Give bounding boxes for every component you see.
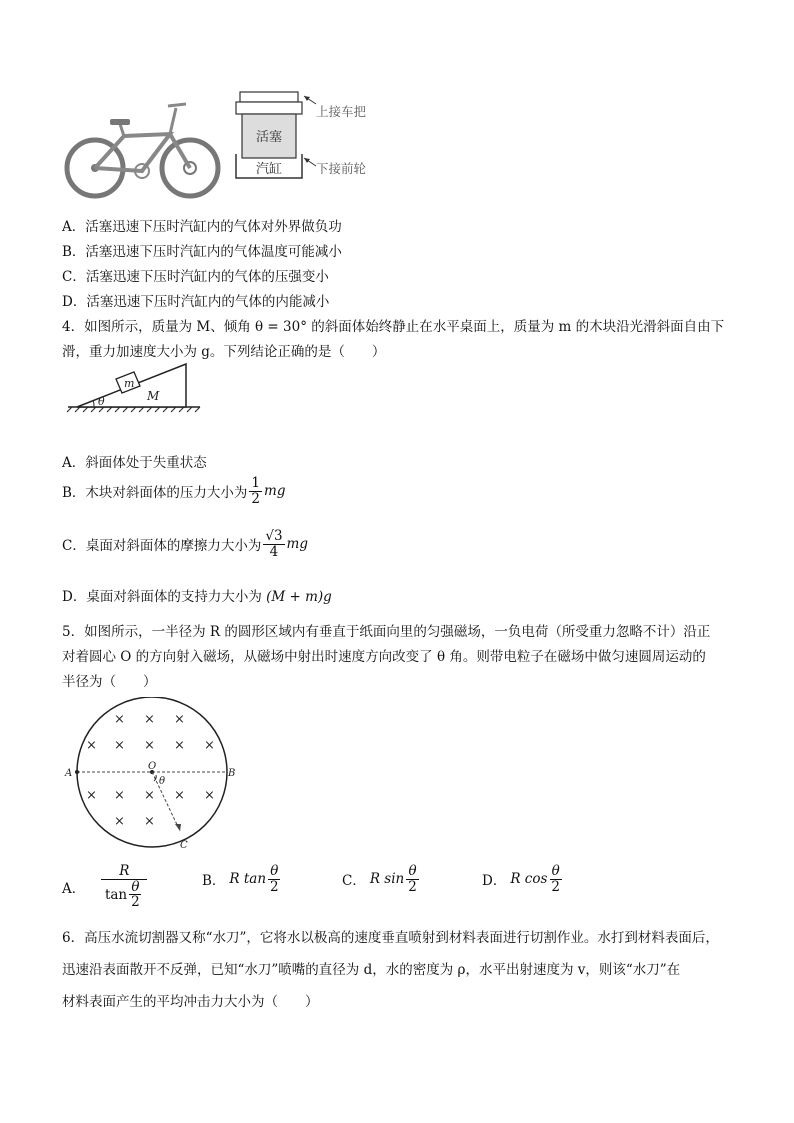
q5-option-b-fn: R tan (229, 871, 267, 887)
frac-den: 2 (131, 894, 140, 911)
q4-option-d-tail: (M + m)g (266, 589, 332, 605)
point-b-label: B (228, 768, 236, 779)
frac-den: 2 (551, 878, 560, 895)
frac-num: θ (270, 862, 279, 879)
frac-num: θ (551, 862, 560, 879)
q5-option-d[interactable] (482, 857, 564, 901)
frac-num: √3 (265, 527, 283, 544)
incline-figure (62, 362, 207, 442)
cylinder-label: 汽缸 (255, 162, 283, 177)
cross-mark: × (114, 738, 125, 753)
q5-option-d-fraction (549, 864, 562, 895)
incline-theta-label: θ (98, 395, 105, 408)
frac-num: θ (408, 862, 417, 879)
piston-label: 活塞 (255, 130, 283, 145)
frac-den: 2 (270, 878, 279, 895)
q5-option-a-label: A． (62, 881, 86, 897)
q5-stem-line1: 5．如图所示，一半径为 R 的圆形区域内有垂直于纸面向里的匀强磁场，一负电荷（所受重力忽略不计）沿正 (62, 624, 711, 640)
cross-mark: × (174, 738, 185, 753)
upper-connect-label: 上接车把 (316, 104, 367, 119)
q6-stem-line2: 迅速沿表面散开不反弹，已知“水刀”喷嘴的直径为 d，水的密度为 ρ，水平出射速度为 v，则该“水刀”在 (62, 962, 681, 978)
inner-fraction (129, 880, 142, 911)
q3-option-a[interactable]: A．活塞迅速下压时汽缸内的气体对外界做负功 (62, 219, 342, 235)
point-a-label: A (65, 768, 73, 779)
incline-M-label: M (147, 389, 160, 403)
cross-mark: × (144, 788, 155, 803)
q5-option-b-fraction (268, 864, 281, 895)
q4-option-c-text: C．桌面对斜面体的摩擦力大小为 (62, 538, 262, 554)
q5-stem-line3: 半径为（ ） (62, 674, 157, 690)
frac-den: 2 (408, 878, 417, 895)
q4-stem-line1: 4．如图所示，质量为 M、倾角 θ = 30° 的斜面体始终静止在水平桌面上，质量为 m 的木块沿光滑斜面自由下 (62, 319, 725, 335)
q5-option-c-fraction (406, 864, 419, 895)
incline-m-label: m (124, 377, 135, 390)
q5-stem-line2: 对着圆心 O 的方向射入磁场，从磁场中射出时速度方向改变了 θ 角。则带电粒子在磁场中做匀速圆周运动的 (62, 649, 706, 665)
frac-num: R (101, 864, 147, 880)
q5-option-b-label: B． (202, 873, 226, 889)
q3-option-b[interactable]: B．活塞迅速下压时汽缸内的气体温度可能减小 (62, 244, 342, 260)
frac-den: 4 (269, 543, 279, 560)
q4-option-b-fraction (249, 476, 262, 507)
frac-den: 2 (251, 490, 261, 507)
q4-option-a[interactable]: A．斜面体处于失重状态 (62, 455, 207, 471)
q4-option-b-tail: mg (264, 483, 286, 499)
q4-option-d[interactable] (62, 585, 332, 605)
cross-mark: × (204, 788, 215, 803)
frac-num: 1 (251, 474, 261, 491)
q6-stem-line1: 6．高压水流切割器又称“水刀”，它将水以极高的速度垂直喷射到材料表面进行切割作业。水打到材料表面后， (62, 930, 719, 946)
q6-stem-line3: 材料表面产生的平均冲击力大小为（ ） (62, 994, 319, 1010)
q5-option-d-label: D． (482, 873, 507, 889)
q3-option-c[interactable]: C．活塞迅速下压时汽缸内的气体的压强变小 (62, 269, 329, 285)
frac-den (103, 880, 146, 911)
lower-connect-label: 下接前轮 (316, 161, 367, 176)
q5-option-b[interactable] (202, 857, 283, 901)
q3-option-d[interactable]: D．活塞迅速下压时汽缸内的气体的内能减小 (62, 294, 330, 310)
point-c-label: C (180, 840, 188, 851)
cross-mark: × (144, 712, 155, 727)
q4-option-b[interactable] (62, 473, 285, 509)
cross-mark: × (144, 814, 155, 829)
q4-option-c-fraction (263, 529, 284, 560)
theta-label: θ (159, 776, 166, 787)
q5-option-c[interactable] (342, 857, 421, 901)
q5-option-d-fn: R cos (510, 871, 548, 887)
cross-mark: × (86, 788, 97, 803)
cross-mark: × (114, 712, 125, 727)
q5-option-a[interactable] (62, 857, 149, 917)
cross-mark: × (174, 712, 185, 727)
piston-cylinder-figure (234, 86, 384, 206)
q4-option-b-text: B．木块对斜面体的压力大小为 (62, 485, 248, 501)
q4-option-d-text: D．桌面对斜面体的支持力大小为 (62, 589, 262, 605)
frac-num: θ (131, 878, 140, 895)
cross-mark: × (144, 738, 155, 753)
q4-option-c-tail: mg (286, 536, 308, 552)
q5-option-c-fn: R sin (369, 871, 405, 887)
cross-mark: × (114, 814, 125, 829)
q5-option-a-fraction (101, 864, 147, 911)
magnetic-field-figure (62, 697, 242, 855)
bicycle-figure (62, 96, 222, 201)
q4-stem-line2: 滑，重力加速度大小为 g。下列结论正确的是（ ） (62, 344, 386, 360)
tan-fn: tan (104, 886, 128, 903)
q4-option-c[interactable] (62, 525, 308, 563)
cross-mark: × (114, 788, 125, 803)
q5-option-c-label: C． (342, 873, 366, 889)
cross-mark: × (204, 738, 215, 753)
point-o-label: O (148, 761, 157, 772)
cross-mark: × (174, 788, 185, 803)
cross-mark: × (86, 738, 97, 753)
